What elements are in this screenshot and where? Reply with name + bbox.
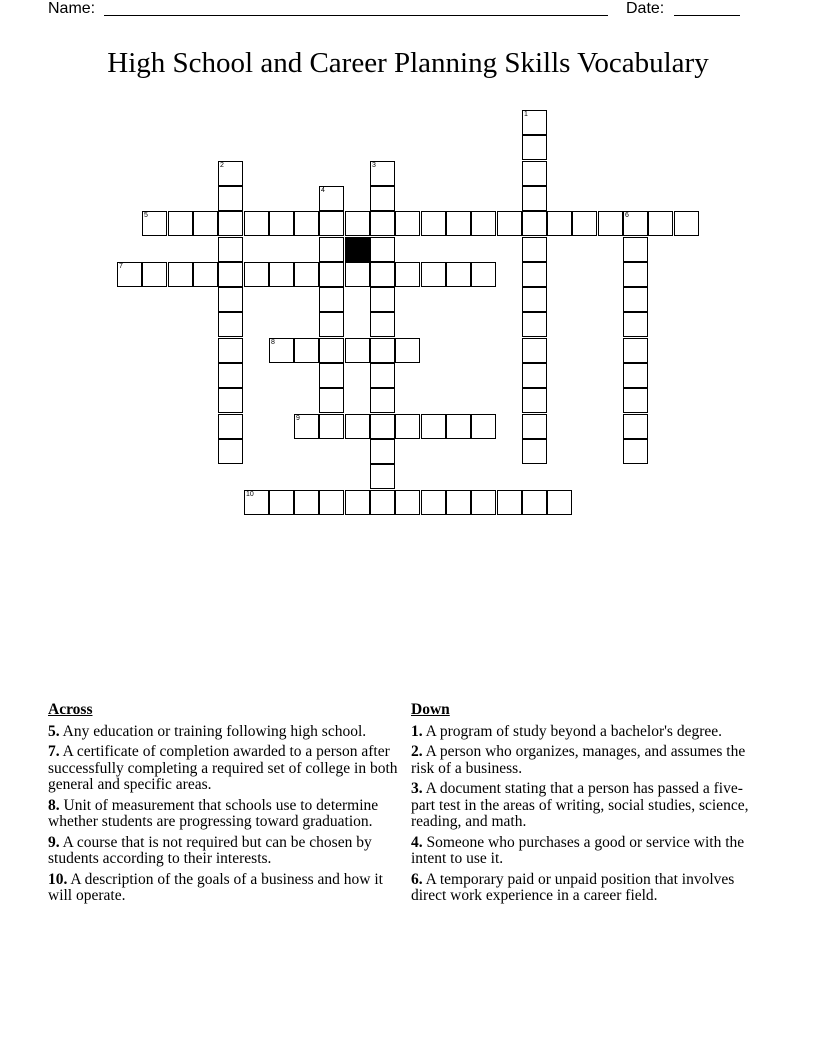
grid-cell[interactable] (294, 262, 319, 287)
grid-cell[interactable] (370, 338, 395, 363)
across-clue (48, 872, 404, 905)
grid-cell[interactable] (319, 237, 344, 262)
grid-cell[interactable] (674, 211, 699, 236)
clue-text: A certificate of completion awarded to a person after successfully completing a required set of college in both general and specific areas. (48, 743, 398, 793)
grid-cell[interactable] (623, 388, 648, 413)
across-clue (48, 744, 404, 794)
cell-number: 9 (296, 415, 300, 422)
grid-cell[interactable] (244, 490, 269, 515)
grid-cell[interactable] (269, 338, 294, 363)
grid-cell[interactable] (319, 211, 344, 236)
grid-cell[interactable] (168, 211, 193, 236)
grid-cell[interactable] (319, 388, 344, 413)
grid-cell[interactable] (294, 211, 319, 236)
grid-cell[interactable] (623, 287, 648, 312)
grid-cell[interactable] (446, 262, 471, 287)
grid-cell[interactable] (193, 211, 218, 236)
clue-text: Any education or training following high school. (62, 722, 367, 740)
grid-cell[interactable] (218, 161, 243, 186)
clue-number: 1. (411, 722, 423, 740)
clue-text: Someone who purchases a good or service with the intent to use it. (411, 833, 745, 867)
grid-cell[interactable] (421, 262, 446, 287)
grid-cell[interactable] (345, 490, 370, 515)
grid-cell[interactable] (319, 363, 344, 388)
grid-cell[interactable] (446, 414, 471, 439)
grid-cell[interactable] (142, 211, 167, 236)
date-label: Date: (626, 0, 665, 17)
grid-cell[interactable] (421, 490, 446, 515)
grid-cell[interactable] (370, 312, 395, 337)
down-clue (411, 781, 761, 831)
grid-cell[interactable] (218, 363, 243, 388)
grid-cell[interactable] (547, 490, 572, 515)
grid-cell[interactable] (218, 414, 243, 439)
clue-number: 10. (48, 870, 68, 888)
grid-cell[interactable] (522, 186, 547, 211)
grid-cell[interactable] (623, 211, 648, 236)
grid-cell[interactable] (522, 161, 547, 186)
grid-cell[interactable] (218, 388, 243, 413)
grid-cell[interactable] (623, 312, 648, 337)
grid-cell[interactable] (522, 237, 547, 262)
grid-cell[interactable] (623, 439, 648, 464)
cell-number: 10 (246, 491, 254, 498)
grid-cell[interactable] (269, 211, 294, 236)
grid-cell[interactable] (244, 262, 269, 287)
grid-cell[interactable] (395, 490, 420, 515)
grid-cell[interactable] (294, 490, 319, 515)
cell-number: 4 (321, 187, 325, 194)
grid-cell[interactable] (522, 363, 547, 388)
grid-cell[interactable] (319, 312, 344, 337)
grid-cell[interactable] (370, 237, 395, 262)
grid-cell[interactable] (244, 211, 269, 236)
cell-number: 5 (144, 212, 148, 219)
down-clue (411, 724, 761, 741)
grid-cell[interactable] (218, 338, 243, 363)
grid-cell[interactable] (522, 414, 547, 439)
down-clue (411, 744, 761, 777)
grid-cell[interactable] (294, 414, 319, 439)
cell-number: 3 (372, 162, 376, 169)
name-label: Name: (48, 0, 96, 17)
grid-cell[interactable] (522, 262, 547, 287)
grid-cell[interactable] (345, 211, 370, 236)
grid-cell[interactable] (522, 312, 547, 337)
grid-cell[interactable] (218, 262, 243, 287)
grid-cell[interactable] (471, 262, 496, 287)
grid-cell[interactable] (395, 211, 420, 236)
grid-cell[interactable] (370, 464, 395, 489)
grid-cell[interactable] (370, 439, 395, 464)
grid-cell[interactable] (471, 414, 496, 439)
across-clue (48, 798, 404, 831)
grid-cell[interactable] (572, 211, 597, 236)
grid-cell[interactable] (421, 414, 446, 439)
grid-cell[interactable] (117, 262, 142, 287)
grid-cell[interactable] (522, 338, 547, 363)
grid-cell[interactable] (623, 338, 648, 363)
across-clue (48, 724, 404, 741)
grid-cell[interactable] (193, 262, 218, 287)
grid-cell[interactable] (370, 490, 395, 515)
page-title: High School and Career Planning Skills Vocabulary (107, 47, 709, 79)
cell-number: 1 (524, 111, 528, 118)
grid-cell[interactable] (471, 490, 496, 515)
grid-cell[interactable] (471, 211, 496, 236)
grid-cell[interactable] (345, 262, 370, 287)
grid-cell[interactable] (522, 388, 547, 413)
grid-cell[interactable] (319, 287, 344, 312)
clue-text: A description of the goals of a business and how it will operate. (48, 870, 383, 904)
grid-cell[interactable] (395, 414, 420, 439)
clue-text: A document stating that a person has passed a five-part test in the areas of writing, social studies, science, reading, and math. (411, 780, 749, 830)
grid-cell[interactable] (522, 135, 547, 160)
grid-cell[interactable] (218, 211, 243, 236)
grid-cell[interactable] (522, 287, 547, 312)
grid-cell[interactable] (345, 414, 370, 439)
grid-cell[interactable] (370, 211, 395, 236)
grid-cell[interactable] (370, 186, 395, 211)
grid-cell[interactable] (319, 338, 344, 363)
grid-cell[interactable] (623, 237, 648, 262)
down-clues (411, 702, 761, 909)
grid-cell[interactable] (294, 338, 319, 363)
grid-cell[interactable] (218, 237, 243, 262)
down-clue (411, 872, 761, 905)
grid-cell[interactable] (623, 262, 648, 287)
grid-cell[interactable] (142, 262, 167, 287)
clue-text: A temporary paid or unpaid position that involves direct work experience in a career field. (411, 870, 735, 904)
across-heading: Across (48, 701, 93, 718)
grid-cell[interactable] (370, 161, 395, 186)
grid-cell[interactable] (623, 414, 648, 439)
grid-cell[interactable] (598, 211, 623, 236)
grid-cell[interactable] (218, 312, 243, 337)
down-heading: Down (411, 701, 450, 718)
clue-number: 3. (411, 780, 423, 797)
grid-cell[interactable] (319, 414, 344, 439)
grid-cell[interactable] (218, 287, 243, 312)
black-square (345, 237, 370, 262)
grid-cell[interactable] (421, 211, 446, 236)
clue-text: Unit of measurement that schools use to determine whether students are progressing toward graduation. (48, 796, 379, 830)
grid-cell[interactable] (395, 338, 420, 363)
grid-cell[interactable] (370, 414, 395, 439)
clue-number: 9. (48, 833, 60, 851)
clue-text: A person who organizes, manages, and assumes the risk of a business. (411, 743, 746, 777)
clue-number: 7. (48, 743, 60, 760)
grid-cell[interactable] (370, 287, 395, 312)
grid-cell[interactable] (269, 262, 294, 287)
clue-text: A program of study beyond a bachelor's degree. (425, 722, 722, 740)
grid-cell[interactable] (623, 363, 648, 388)
grid-cell[interactable] (497, 490, 522, 515)
grid-cell[interactable] (648, 211, 673, 236)
grid-cell[interactable] (522, 439, 547, 464)
clue-number: 8. (48, 796, 60, 814)
grid-cell[interactable] (497, 211, 522, 236)
grid-cell[interactable] (522, 110, 547, 135)
grid-cell[interactable] (522, 490, 547, 515)
grid-cell[interactable] (269, 490, 294, 515)
grid-cell[interactable] (345, 338, 370, 363)
clue-number: 6. (411, 870, 423, 888)
cell-number: 8 (271, 339, 275, 346)
grid-cell[interactable] (446, 211, 471, 236)
clue-number: 2. (411, 743, 423, 760)
clue-text: A course that is not required but can be chosen by students according to their interests. (48, 833, 372, 867)
grid-cell[interactable] (370, 363, 395, 388)
clue-number: 5. (48, 722, 60, 740)
cell-number: 7 (119, 263, 123, 270)
grid-cell[interactable] (395, 262, 420, 287)
grid-cell[interactable] (319, 186, 344, 211)
grid-cell[interactable] (446, 490, 471, 515)
grid-cell[interactable] (547, 211, 572, 236)
grid-cell[interactable] (319, 262, 344, 287)
grid-cell[interactable] (218, 186, 243, 211)
grid-cell[interactable] (319, 490, 344, 515)
cell-number: 2 (220, 162, 224, 169)
cell-number: 6 (625, 212, 629, 219)
grid-cell[interactable] (218, 439, 243, 464)
grid-cell[interactable] (522, 211, 547, 236)
grid-cell[interactable] (370, 262, 395, 287)
grid-cell[interactable] (168, 262, 193, 287)
grid-cell[interactable] (370, 388, 395, 413)
across-clue (48, 835, 404, 868)
down-clue (411, 835, 761, 868)
clue-number: 4. (411, 833, 423, 851)
across-clues (48, 702, 404, 909)
